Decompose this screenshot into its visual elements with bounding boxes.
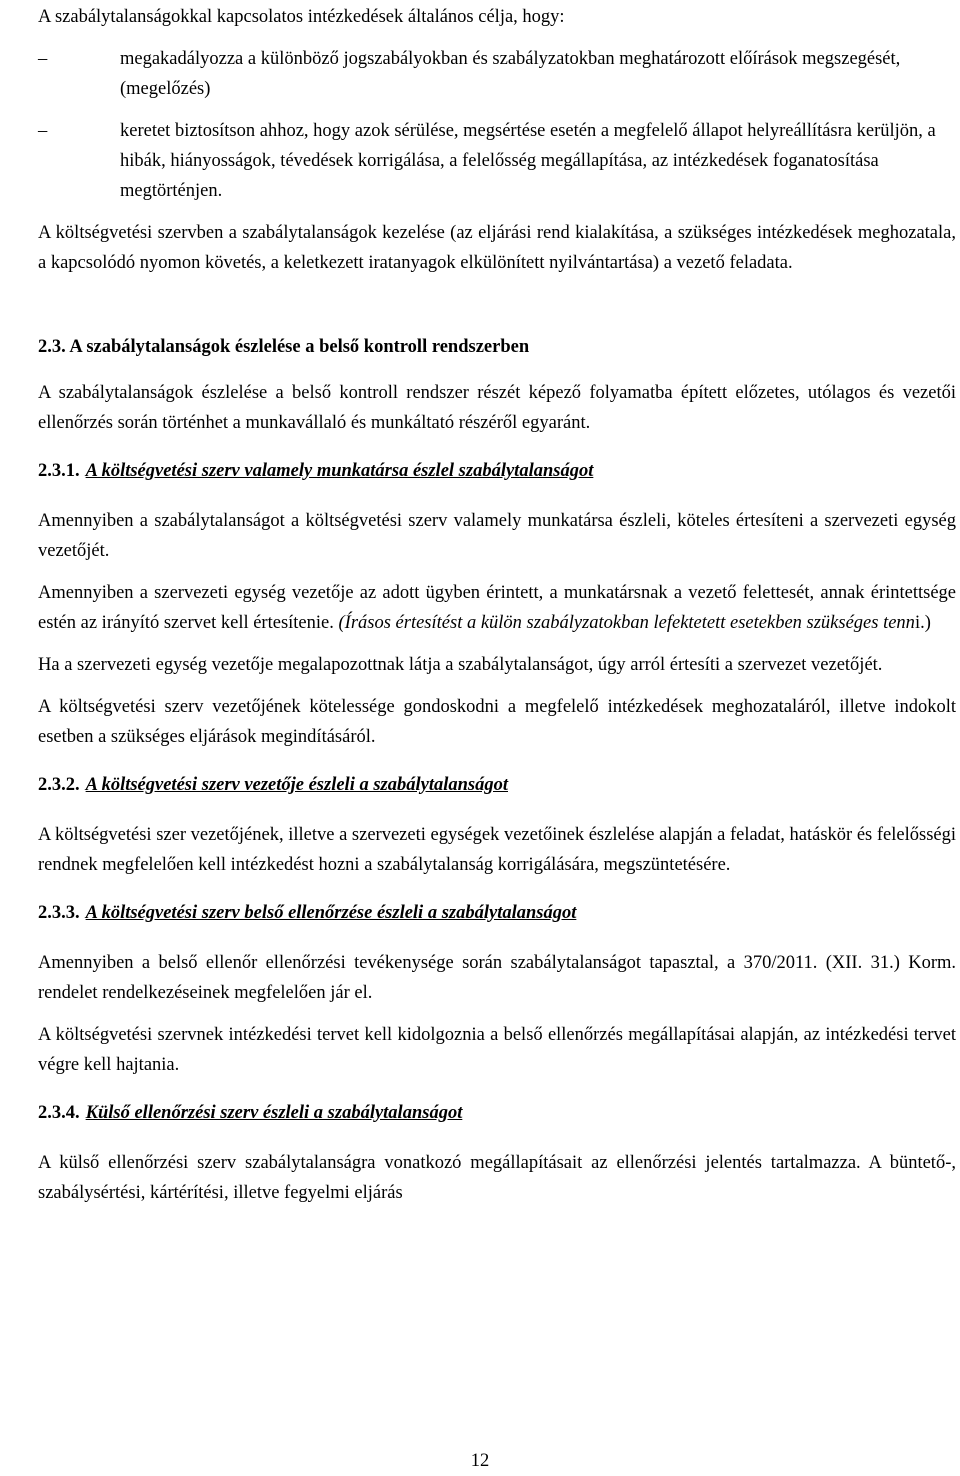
document-page xyxy=(38,0,956,1208)
list-item xyxy=(38,116,956,206)
section-title: A költségvetési szerv vezetője észleli a szabálytalanságot xyxy=(85,775,508,795)
list-item-text: keretet biztosítson ahhoz, hogy azok sérülése, megsértése esetén a megfelelő állapot helyreállításra kerüljön, a hibák, hiányosságok, tévedések korrigálása, a felelősség megállapítása, az intézkedések foganatosítása megtörténjen. xyxy=(120,121,936,201)
paragraph-tail: i.) xyxy=(914,613,931,633)
section-number: 2.3.1. xyxy=(38,461,80,481)
section-2-3-3-paragraph-1: Amennyiben a belső ellenőr ellenőrzési tevékenysége során szabálytalanságot tapasztal, a 370/2011. (XII. 31.) Korm. rendelet rendelkezéseinek megfelelően jár el. xyxy=(38,953,956,1003)
page-number: 12 xyxy=(470,1451,490,1471)
list-item xyxy=(38,44,956,104)
section-title: Külső ellenőrzési szerv észleli a szabálytalanságot xyxy=(85,1103,463,1123)
section-number: 2.3.4. xyxy=(38,1103,80,1123)
section-heading-2-3-1 xyxy=(38,456,956,486)
section-number: 2.3.2. xyxy=(38,775,80,795)
paragraph-text: Amennyiben a szervezeti egység vezetője az adott ügyben érintett, a munkatársnak a vezető felettesét, annak érintettsége estén az irányító szervet kell értesítenie. xyxy=(38,583,956,633)
section-2-3-1-paragraph-3: Ha a szervezeti egység vezetője megalapozottnak látja a szabálytalanságot, úgy arról értesíti a szervezet vezetőjét. xyxy=(38,655,883,675)
section-2-3-2-paragraph-1: A költségvetési szer vezetőjének, illetve a szervezeti egységek vezetőinek észlelése alapján a feladat, hatáskör és felelősségi rendnek megfelelően kell intézkedést hozni a szabálytalanság korrigálására, megszüntetésére. xyxy=(38,825,956,875)
italic-note: (Írásos értesítést a külön szabályzatokban lefektetett esetekben szükséges tenn xyxy=(338,613,915,633)
goals-list xyxy=(38,44,956,206)
section-2-3-3-paragraph-2: A költségvetési szervnek intézkedési tervet kell kidolgoznia a belső ellenőrzés megállapításai alapján, az intézkedési tervet végre kell hajtania. xyxy=(38,1025,956,1075)
section-2-3-paragraph: A szabálytalanságok észlelése a belső kontroll rendszer részét képező folyamatba épített előzetes, utólagos és vezetői ellenőrzés során történhet a munkavállaló és munkáltató részéről egyaránt. xyxy=(38,383,956,433)
section-2-3-1-paragraph-4: A költségvetési szerv vezetőjének kötelessége gondoskodni a megfelelő intézkedések meghozataláról, illetve indokolt esetben a szükséges eljárások megindításáról. xyxy=(38,697,956,747)
section-2-3-1-paragraph-2 xyxy=(38,578,956,638)
leader-responsibility-paragraph: A költségvetési szervben a szabálytalanságok kezelése (az eljárási rend kialakítása, a szükséges intézkedések meghozatala, a kapcsolódó nyomon követés, a keletkezett iratanyagok elkülönített nyilvántartása) a vezető feladata. xyxy=(38,223,956,273)
intro-text: A szabálytalanságokkal kapcsolatos intézkedések általános célja, hogy: xyxy=(38,7,565,27)
section-number: 2.3.3. xyxy=(38,903,80,923)
section-heading-2-3: 2.3. A szabálytalanságok észlelése a belső kontroll rendszerben xyxy=(38,337,530,357)
section-heading-2-3-3 xyxy=(38,898,956,928)
section-heading-2-3-4 xyxy=(38,1098,956,1128)
section-2-3-4-paragraph-1: A külső ellenőrzési szerv szabálytalanságra vonatkozó megállapításait az ellenőrzési jelentés tartalmazza. A büntető-, szabálysértési, kártérítési, illetve fegyelmi eljárás xyxy=(38,1153,956,1203)
list-item-text: megakadályozza a különböző jogszabályokban és szabályzatokban meghatározott előírások megszegését, (megelőzés) xyxy=(120,49,901,99)
dash-bullet-icon: – xyxy=(38,121,48,141)
section-2-3-1-paragraph-1: Amennyiben a szabálytalanságot a költségvetési szerv valamely munkatársa észleli, köteles értesíteni a szervezeti egység vezetőjét. xyxy=(38,511,956,561)
section-title: A költségvetési szerv belső ellenőrzése észleli a szabálytalanságot xyxy=(85,903,577,923)
section-heading-2-3-2 xyxy=(38,770,956,800)
dash-bullet-icon: – xyxy=(38,49,48,69)
section-title: A költségvetési szerv valamely munkatársa észlel szabálytalanságot xyxy=(85,461,594,481)
